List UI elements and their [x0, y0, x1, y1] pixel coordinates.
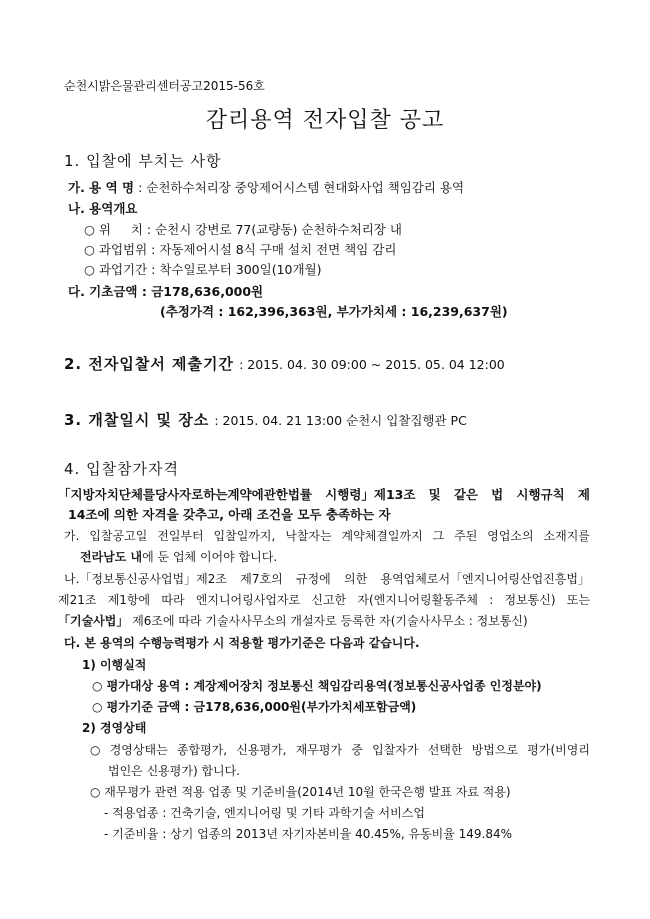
region-requirement-rest: 에 둔 업체 이어야 합니다.: [142, 550, 278, 564]
condition-ga-line-2: [80, 550, 277, 564]
law-word: 「지방자치단체를당사자로하는계약에관한법률: [58, 487, 313, 502]
condition-word: 엔지니어링사업자로: [195, 593, 301, 607]
estimate-note: (추정가격 : 162,396,363원, 부가가치세 : 16,239,637원): [160, 304, 508, 319]
condition-word: 입찰일까지,: [213, 529, 276, 543]
law-word: 및: [428, 487, 441, 502]
condition-na-line-1: [64, 572, 590, 586]
condition-word: 영업소의: [487, 529, 534, 543]
engineer-act-rest: 제6조에 따라 기술사사무소의 개설자로 등록한 자(기술사사무소 : 정보통신): [128, 614, 528, 628]
condition-word: 전일부터: [157, 529, 204, 543]
engineer-act-ref: 「기술사법」: [58, 614, 129, 628]
section-2-row: [64, 354, 505, 373]
location-label: ○ 위 치: [84, 222, 143, 237]
law-word: 제: [577, 487, 590, 502]
condition-word: 정보통신): [504, 593, 556, 607]
document-title: 감리용역 전자입찰 공고: [205, 108, 445, 133]
applicable-industry: - 적용업종 : 건축기술, 엔지니어링 및 기타 과학기술 서비스업: [104, 806, 425, 820]
condition-na-line-3: [58, 614, 528, 628]
condition-word: 주된: [454, 529, 478, 543]
management-word: 중: [351, 743, 363, 757]
evaluation-criteria-intro: 다. 본 용역의 수행능력평가 시 적용할 평가기준은 다음과 같습니다.: [64, 636, 420, 650]
management-word: ○: [90, 743, 101, 757]
scope-value: : 자동제어시설 8식 구매 설치 전면 책임 감리: [151, 242, 397, 257]
reference-ratio: - 기준비율 : 상기 업종의 2013년 자기자본비율 40.45%, 유동비율 149.84%: [104, 827, 513, 841]
announcement-number: 순천시밝은물관리센터공고2015-56호: [64, 79, 265, 93]
condition-word: 따라: [161, 593, 185, 607]
condition-word: 입찰공고일: [89, 529, 148, 543]
scope-row: [84, 242, 396, 257]
condition-word: 자(엔지니어링활동주체: [357, 593, 478, 607]
condition-word: 의한: [344, 572, 368, 586]
service-overview-label: 나. 용역개요: [68, 201, 138, 216]
section-1-heading: 1. 입찰에 부치는 사항: [64, 152, 222, 170]
service-name-row: [68, 180, 464, 195]
section-2-heading: 2. 전자입찰서 제출기간: [64, 355, 234, 373]
base-amount-value: : 금178,636,000원: [141, 284, 264, 299]
base-amount-label: 다. 기초금액: [68, 284, 138, 299]
condition-word: 계약체결일까지: [341, 529, 423, 543]
performance-item-2: ○ 평가기준 금액 : 금178,636,000원(부가가치세포함금액): [92, 700, 417, 714]
section-3-heading: 3. 개찰일시 및 장소: [64, 411, 210, 429]
condition-word: 가.: [64, 529, 80, 543]
submission-period-value: : 2015. 04. 30 09:00 ~ 2015. 05. 04 12:00: [239, 357, 505, 372]
condition-word: 제1항에: [107, 593, 151, 607]
section-4-heading: 4. 입찰참가자격: [64, 460, 180, 478]
management-item-2: ○ 재무평가 관련 적용 업종 및 기준비율(2014년 10월 한국은행 발표 자료 적용): [90, 785, 511, 799]
condition-word: 소재지를: [543, 529, 590, 543]
condition-word: 규정에: [295, 572, 331, 586]
base-amount-row: [68, 284, 263, 299]
service-name-value: : 순천하수처리장 중앙제어시스템 현대화사업 책임감리 용역: [138, 180, 465, 195]
region-requirement: 전라남도 내: [80, 550, 143, 564]
period-row: [84, 262, 322, 277]
law-word: 법: [491, 487, 504, 502]
condition-word: 그: [432, 529, 445, 543]
management-word: 입찰자가: [372, 743, 419, 757]
condition-word: 낙찰자는: [285, 529, 332, 543]
period-label: ○ 과업기간: [84, 262, 148, 277]
law-word: 같은: [453, 487, 478, 502]
management-word: 종합평가,: [176, 743, 228, 757]
management-word: 평가(비영리: [527, 743, 590, 757]
location-row: [84, 222, 402, 237]
period-value: : 착수일로부터 300일(10개월): [151, 262, 322, 277]
performance-heading: 1) 이행실적: [82, 658, 147, 672]
condition-word: 용역업체로서「엔지니어링산업진흥법」: [380, 572, 590, 586]
condition-word: 신고한: [311, 593, 347, 607]
law-word: 시행규칙: [516, 487, 565, 502]
performance-item-1: ○ 평가대상 용역 : 계장제어장치 정보통신 책임감리용역(정보통신공사업종 인정분야): [92, 679, 542, 693]
opening-date-place-value: : 2015. 04. 21 13:00 순천시 입찰집행관 PC: [214, 413, 467, 428]
management-heading: 2) 경영상태: [82, 721, 147, 735]
law-line-1: [58, 487, 590, 502]
condition-word: 또는: [566, 593, 590, 607]
condition-word: :: [489, 593, 494, 607]
management-word: 선택한: [427, 743, 463, 757]
condition-ga-line-1: [64, 529, 590, 543]
management-word: 경영상태는: [109, 743, 168, 757]
management-word: 방법으로: [471, 743, 519, 757]
management-word: 재무평가: [295, 743, 343, 757]
law-line-2: 14조에 의한 자격을 갖추고, 아래 조건을 모두 충족하는 자: [68, 507, 391, 522]
condition-word: 제21조: [58, 593, 97, 607]
scope-label: ○ 과업범위: [84, 242, 148, 257]
condition-word: 나.「정보통신공사업법」제2조: [64, 572, 227, 586]
management-item-1-line-1: [90, 743, 590, 757]
service-name-label: 가. 용 역 명: [68, 180, 135, 195]
management-word: 신용평가,: [236, 743, 287, 757]
law-word: 시행령」제13조: [325, 487, 416, 502]
condition-na-line-2: [58, 593, 590, 607]
section-3-row: [64, 410, 467, 429]
location-value: : 순천시 강변로 77(교량동) 순천하수처리장 내: [146, 222, 402, 237]
condition-word: 제7호의: [240, 572, 283, 586]
management-item-1-line-2: 법인은 신용평가) 합니다.: [108, 764, 241, 778]
